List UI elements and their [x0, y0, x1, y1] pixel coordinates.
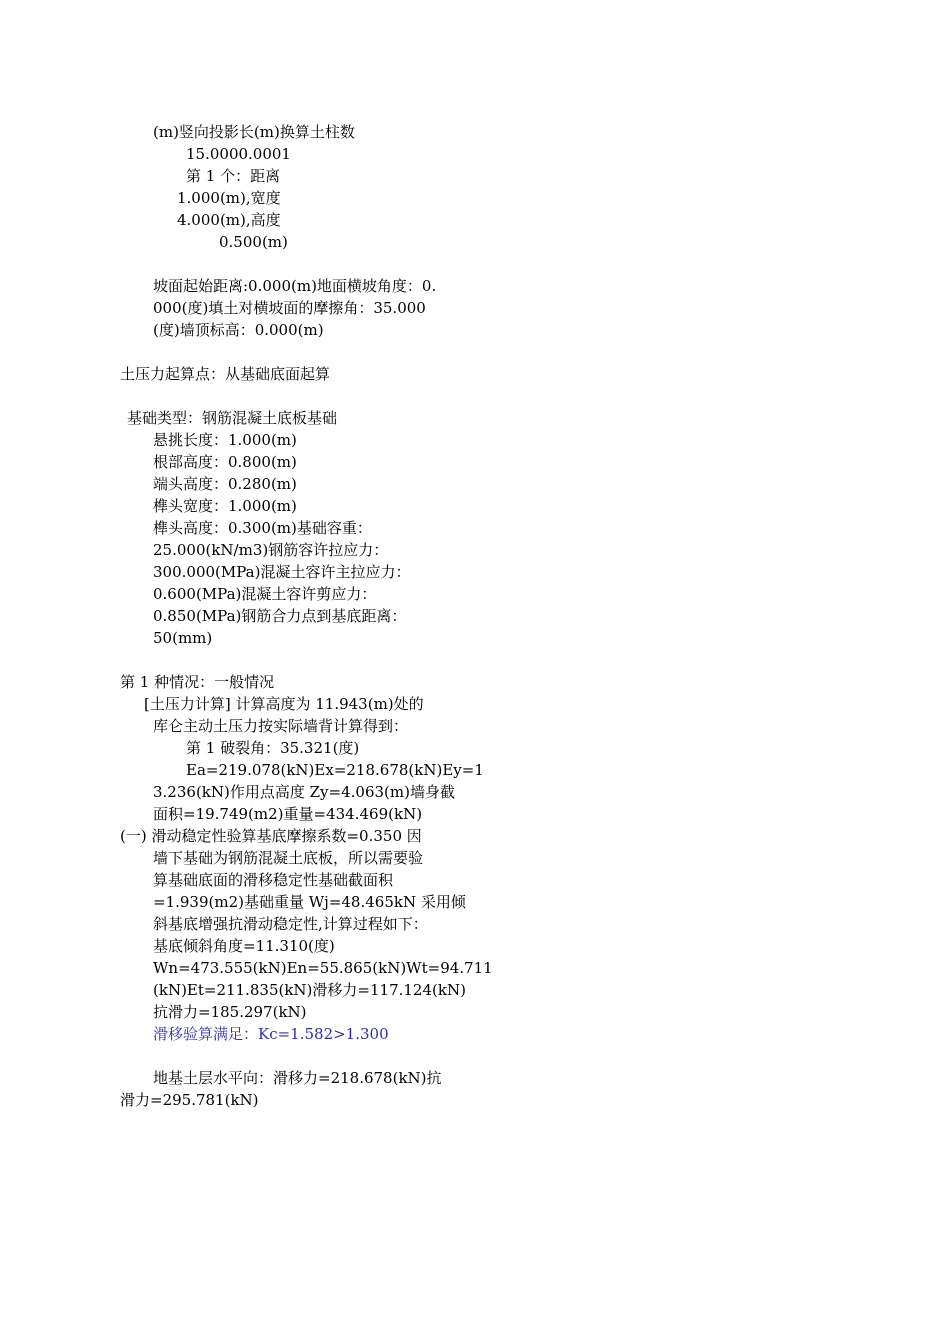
section-heading: 基础类型：钢筋混凝土底板基础 [127, 409, 338, 427]
text-line: 0.850(MPa)钢筋合力点到基底距离： [153, 607, 407, 625]
text-line: 面积=19.749(m2)重量=434.469(kN) [153, 805, 423, 823]
text-line: 榫头高度：0.300(m)基础容重： [153, 519, 372, 537]
text-line: 抗滑力=185.297(kN) [153, 1003, 307, 1021]
text-line: 1.000(m),宽度 [177, 189, 281, 207]
text-line: (一) 滑动稳定性验算基底摩擦系数=0.350 因 [120, 827, 422, 845]
text-line: 基底倾斜角度=11.310(度) [153, 937, 335, 955]
text-line: =1.939(m2)基础重量 Wj=48.465kN 采用倾 [153, 893, 466, 911]
text-line: 滑力=295.781(kN) [120, 1091, 259, 1109]
check-result-text: 滑移验算满足：Kc=1.582>1.300 [153, 1025, 389, 1043]
text-line: 15.0000.0001 [186, 145, 291, 163]
text-line: (kN)Et=211.835(kN)滑移力=117.124(kN) [153, 981, 466, 999]
text-line: 50(mm) [153, 629, 213, 647]
text-line: (m)竖向投影长(m)换算土柱数 [153, 123, 355, 141]
text-line: 端头高度：0.280(m) [153, 475, 297, 493]
text-line: 算基础底面的滑移稳定性基础截面积 [153, 871, 394, 889]
text-line: Wn=473.555(kN)En=55.865(kN)Wt=94.711 [153, 959, 493, 977]
text-line: 300.000(MPa)混凝土容许主拉应力： [153, 563, 411, 581]
text-line: 斜基底增强抗滑动稳定性,计算过程如下： [153, 915, 428, 933]
text-line: 0.600(MPa)混凝土容许剪应力： [153, 585, 377, 603]
text-line: [土压力计算] 计算高度为 11.943(m)处的 [144, 695, 424, 713]
text-line: 地基土层水平向：滑移力=218.678(kN)抗 [153, 1069, 442, 1087]
text-line: 0.500(m) [219, 233, 288, 251]
text-line: 坡面起始距离:0.000(m)地面横坡角度：0. [153, 277, 437, 295]
text-line: 4.000(m),高度 [177, 211, 281, 229]
text-line: (度)墙顶标高：0.000(m) [153, 321, 324, 339]
text-line: 000(度)填土对横坡面的摩擦角：35.000 [153, 299, 426, 317]
text-line: 第 1 破裂角：35.321(度) [186, 739, 360, 757]
text-line: Ea=219.078(kN)Ex=218.678(kN)Ey=1 [186, 761, 484, 779]
section-heading: 土压力起算点：从基础底面起算 [120, 365, 331, 383]
text-line: 第 1 个：距离 [186, 167, 281, 185]
text-line: 库仑主动土压力按实际墙背计算得到： [153, 717, 409, 735]
text-line: 悬挑长度：1.000(m) [153, 431, 297, 449]
text-line: 25.000(kN/m3)钢筋容许拉应力： [153, 541, 389, 559]
text-line: 墙下基础为钢筋混凝土底板，所以需要验 [153, 849, 424, 867]
text-line: 3.236(kN)作用点高度 Zy=4.063(m)墙身截 [153, 783, 455, 801]
text-line: 根部高度：0.800(m) [153, 453, 297, 471]
section-heading: 第 1 种情况：一般情况 [120, 673, 275, 691]
text-line: 榫头宽度：1.000(m) [153, 497, 297, 515]
